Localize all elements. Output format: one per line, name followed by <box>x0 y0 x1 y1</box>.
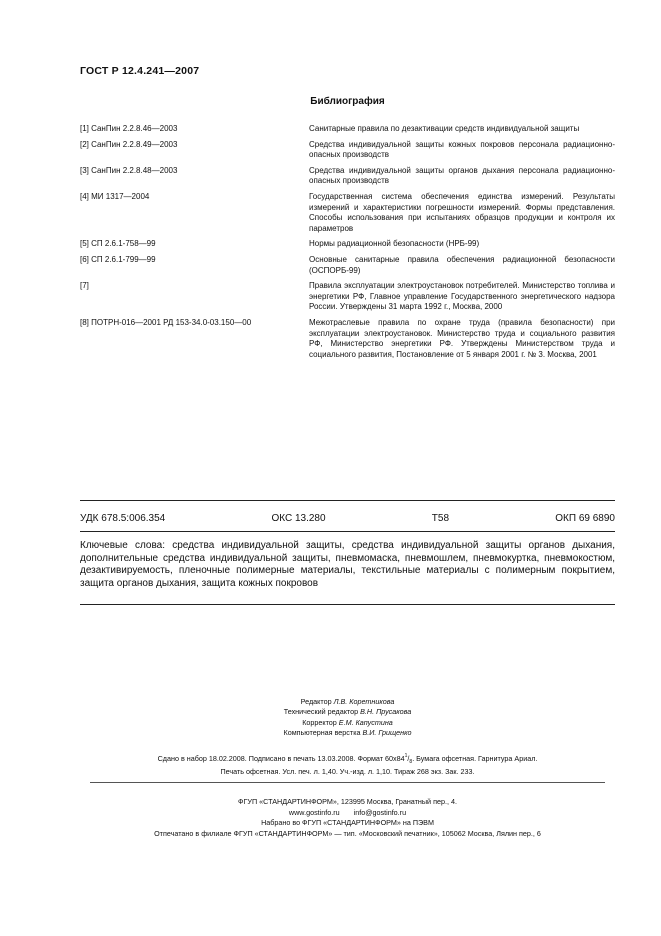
bibliography-item <box>80 318 615 360</box>
publisher-contacts <box>34 808 661 819</box>
keywords-paragraph: Ключевые слова: средства индивидуальной защиты, средства индивидуальной защиты органов дыхания, дополнительные средства индивидуальной защиты, пневмомаска, пневмошлем, пневмокуртка, пневмокостюм, дезактивируемость, пленочные полимерные материалы, текстильные материалы с полимерным покрытием, защита органов дыхания, защита кожных покровов <box>80 540 615 589</box>
bibliography-ref: [3] СанПин 2.2.8.48—2003 <box>80 165 178 175</box>
imprint-line-1: Сдано в набор 18.02.2008. Подписано в печать 13.03.2008. Формат $60х84^1/_8$. Бумага офсетная. Гарнитура Ариал. <box>157 753 538 765</box>
corrector-line: Корректор Е.М. Капустина <box>302 717 393 727</box>
okp-code: ОКП 69 6890 <box>555 513 615 524</box>
top-divider <box>80 500 615 501</box>
bibliography-list <box>80 124 615 365</box>
publisher-address: ФГУП «СТАНДАРТИНФОРМ», 123995 Москва, Гранатный пер., 4. <box>238 797 457 806</box>
bibliography-item <box>80 255 615 276</box>
bibliography-desc: Средства индивидуальной защиты кожных покровов персонала радиационно-опасных производств <box>309 139 615 160</box>
middle-divider <box>80 531 615 532</box>
bibliography-desc: Санитарные правила по дезактивации средств индивидуальной защиты <box>309 124 580 133</box>
publisher-printed: Отпечатано в филиале ФГУП «СТАНДАРТИНФОРМ» — тип. «Московский печатник», 105062 Москва, Лялин пер., 6 <box>154 828 541 838</box>
imprint-line-2: Печать офсетная. Усл. печ. л. 1,40. Уч.-изд. л. 1,10. Тираж 268 экз. Зак. 233. <box>220 767 475 776</box>
bibliography-item <box>80 124 615 135</box>
document-header: ГОСТ Р 12.4.241—2007 <box>80 65 200 77</box>
editor-line: Редактор Л.В. Коретникова <box>300 697 395 706</box>
bibliography-item <box>80 140 615 161</box>
bibliography-ref: [2] СанПин 2.2.8.49—2003 <box>80 139 178 149</box>
publisher-web-link[interactable]: www.gostinfo.ru <box>288 807 340 817</box>
publisher-typeset: Набрано во ФГУП «СТАНДАРТИНФОРМ» на ПЭВМ <box>261 818 434 828</box>
bibliography-item <box>80 166 615 187</box>
bibliography-item <box>80 281 615 313</box>
layout-line: Компьютерная верстка В.И. Грищенко <box>283 728 412 738</box>
bibliography-ref: [4] МИ 1317—2004 <box>80 191 150 201</box>
bottom-divider <box>80 604 615 605</box>
bibliography-title: Библиография <box>310 96 385 107</box>
bibliography-ref: [5] СП 2.6.1-758—99 <box>80 239 156 249</box>
bibliography-desc: Межотраслевые правила по охране труда (правила безопасности) при эксплуатации электроустановок. Министерство труда и социального развития РФ, Министерство энергетики РФ. Утверждены Министерством труда и социального развития, Постановление от 5 января 2001 г. № 3. Москва, 2001 <box>309 317 615 359</box>
t-code: Т58 <box>431 513 450 524</box>
bibliography-ref: [6] СП 2.6.1-799—99 <box>80 254 156 264</box>
tech-editor-line: Технический редактор В.Н. Прусакова <box>283 707 412 717</box>
bibliography-desc: Средства индивидуальной защиты органов дыхания персонала радиационно-опасных производств <box>309 165 615 186</box>
bibliography-desc: Основные санитарные правила обеспечения радиационной безопасности (ОСПОРБ-99) <box>309 254 615 275</box>
bibliography-ref: [8] ПОТРН-016—2001 РД 153-34.0-03.150—00 <box>80 317 252 327</box>
bibliography-desc: Правила эксплуатации электроустановок потребителей. Министерство топлива и энергетики РФ, Главное управление Государственного энергетического надзора России. Утверждены 31 марта 1992 г., Москва, 2000 <box>309 281 615 312</box>
editors-block <box>0 697 661 739</box>
imprint-divider <box>90 782 605 783</box>
udk-code: УДК 678.5:006.354 <box>80 513 166 524</box>
bibliography-item <box>80 192 615 234</box>
imprint-block <box>0 753 661 777</box>
bibliography-desc: Государственная система обеспечения единства измерений. Результаты измерений и характеристики погрешности измерений. Формы представления. Способы использования при испытаниях образцов продукции и контроля их параметров <box>309 191 615 233</box>
bibliography-desc: Нормы радиационной безопасности (НРБ-99) <box>309 239 480 249</box>
bibliography-ref: [7] <box>80 281 89 291</box>
bibliography-ref: [1] СанПин 2.2.8.46—2003 <box>80 124 178 133</box>
bibliography-item <box>80 239 615 250</box>
publisher-email-link[interactable]: info@gostinfo.ru <box>353 807 407 817</box>
classification-codes <box>80 513 615 524</box>
oks-code: ОКС 13.280 <box>271 513 326 524</box>
publisher-block <box>0 797 661 839</box>
